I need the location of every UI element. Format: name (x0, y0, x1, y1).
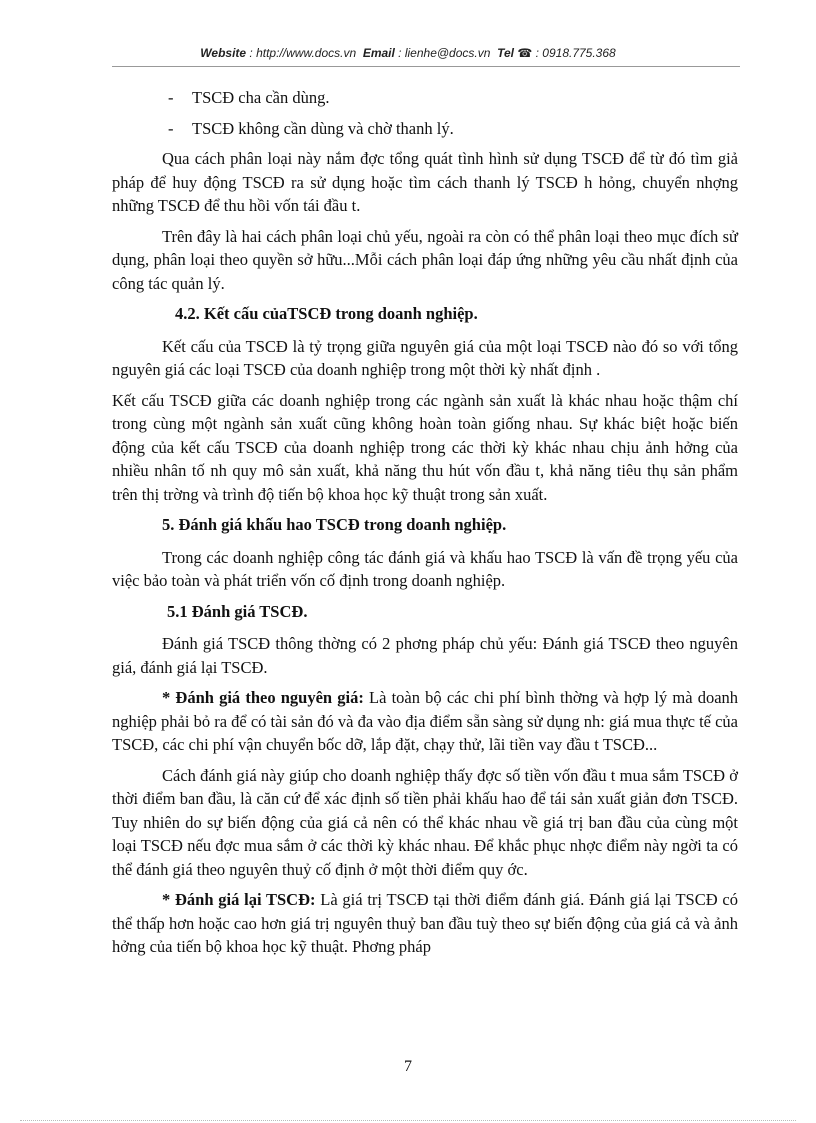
email-label: Email (362, 46, 395, 60)
paragraph: Kết cấu của TSCĐ là tỷ trọng giữa nguyên giá của một loại TSCĐ nào đó so với tổng nguyên giá các loại TSCĐ của doanh nghiệp trong một thời kỳ nhất định . (112, 336, 738, 379)
website-value: : http://www.docs.vn (249, 46, 357, 60)
bullet-text: TSCĐ cha cần dùng. (192, 88, 330, 107)
page-number: 7 (404, 1058, 412, 1075)
bullet-dash: - (168, 118, 174, 138)
paragraph: Trên đây là hai cách phân loại chủ yếu, ngoài ra còn có thể phân loại theo mục đích sử dụng, phân loại theo quyền sở hữu...Mỗi cách phân loại đáp ứng những yêu cầu nhất định của công tác quản lý. (112, 226, 738, 293)
bullet-text: TSCĐ không cần dùng và chờ thanh lý. (192, 118, 454, 138)
bullet-item (112, 86, 738, 110)
paragraph: Kết cấu TSCĐ giữa các doanh nghiệp trong các ngành sản xuất là khác nhau hoặc thậm chí trong cùng một ngành sản xuất cũng không hoàn toàn giống nhau. Sự khác biệt hoặc biến động của kết cấu TSCĐ của doanh nghiệp trong các thời kỳ khác nhau chịu ảnh hởng của nhiều nhân tố nh quy mô sản xuất, khả năng thu hút vốn đầu t, khả năng tiêu thụ sản phẩm trên thị trờng và trình độ tiến bộ khoa học kỹ thuật trong sản xuất. (112, 390, 738, 504)
paragraph: Đánh giá TSCĐ thông thờng có 2 phơng pháp chủ yếu: Đánh giá TSCĐ theo nguyên giá, đánh giá lại TSCĐ. (112, 634, 738, 677)
section-heading: 4.2. Kết cấu củaTSCĐ trong doanh nghiệp. (175, 304, 478, 323)
page-header (0, 46, 816, 60)
bullet-dash: - (168, 88, 174, 107)
bullet-item (112, 117, 738, 141)
section-heading: 5. Đánh giá khấu hao TSCĐ trong doanh nghiệp. (162, 515, 507, 534)
paragraph (112, 686, 738, 757)
website-label: Website (200, 46, 247, 60)
paragraph: Cách đánh giá này giúp cho doanh nghiệp thấy đợc số tiền vốn đầu t mua sắm TSCĐ ở thời điểm ban đầu, là căn cứ để xác định số tiền phải khấu hao để tái sản xuất giản đơn TSCĐ. Tuy nhiên do sự biến động của giá cả nên có thể khác nhau về giá trị ban đầu của cùng một loại TSCĐ nếu đợc mua sắm ở các thời kỳ khác nhau. Để khắc phục nhợc điểm này ngời ta có thể đánh giá theo nguyên thuỷ cố định ở một thời điểm quy ớc. (112, 765, 738, 879)
header-divider (112, 66, 740, 67)
paragraph: Qua cách phân loại này nắm đợc tổng quát tình hình sử dụng TSCĐ để từ đó tìm giả pháp để huy động TSCĐ ra sử dụng hoặc tìm cách thanh lý TSCĐ h hỏng, chuyển nhợng những TSCĐ để thu hồi vốn tái đầu t. (112, 149, 738, 215)
phone-icon: ☎ (517, 46, 533, 60)
page-bottom-border (20, 1120, 796, 1121)
subsection-heading: 5.1 Đánh giá TSCĐ. (167, 601, 308, 621)
tel-label: Tel (497, 46, 514, 60)
paragraph (112, 888, 738, 959)
email-value: : lienhe@docs.vn (398, 46, 491, 60)
term-definition: Là giá trị TSCĐ tại thời điểm đánh giá. Đánh giá lại TSCĐ có thể thấp hơn hoặc cao hơn giá trị nguyên thuỷ ban đầu tuỳ theo sự biến động của giá cả và ảnh hởng của tiến bộ khoa học kỹ thuật. Phơng pháp (112, 890, 738, 956)
tel-value: : 0918.775.368 (535, 46, 616, 60)
term-label: * Đánh giá theo nguyên giá: (162, 688, 364, 707)
document-body (112, 86, 738, 966)
paragraph: Trong các doanh nghiệp công tác đánh giá và khấu hao TSCĐ là vấn đề trọng yếu của việc bảo toàn và phát triển vốn cố định trong doanh nghiệp. (112, 547, 738, 590)
term-label: * Đánh giá lại TSCĐ: (162, 890, 316, 909)
term-definition: Là toàn bộ các chi phí bình thờng và hợp lý mà doanh nghiệp phải bỏ ra để có tài sản đó và đa vào địa điểm sẵn sàng sử dụng nh: giá mua thực tế của TSCĐ, các chi phí vận chuyển bốc dỡ, lắp đặt, chạy thử, lãi tiền vay đầu t TSCĐ... (112, 688, 739, 754)
